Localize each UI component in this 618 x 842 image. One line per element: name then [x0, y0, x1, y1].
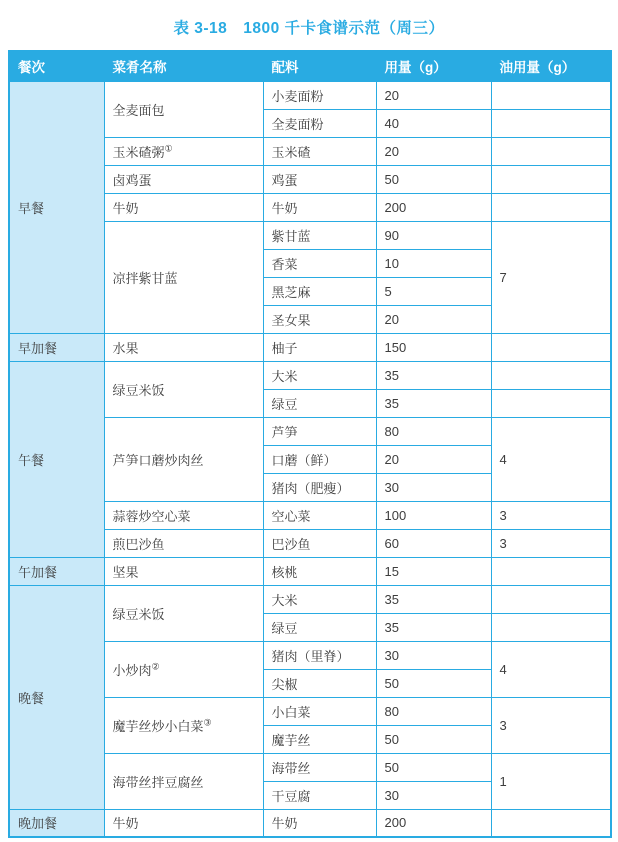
dish-cell: [104, 137, 263, 165]
table-row: [9, 809, 611, 837]
header-cell: 用量（g）: [376, 51, 491, 81]
dish-name: 水果: [112, 340, 139, 356]
table-row: [9, 557, 611, 585]
amount-cell: 10: [376, 249, 491, 277]
amount-cell: 200: [376, 809, 491, 837]
ingredient-cell: 口蘑（鲜）: [263, 445, 376, 473]
dish-footnote-marker: ①: [164, 143, 173, 154]
amount-cell: 20: [376, 445, 491, 473]
oil-amount-cell: [491, 81, 611, 109]
dish-name: 绿豆米饭: [112, 606, 165, 622]
dish-cell: [104, 641, 263, 697]
amount-cell: 20: [376, 81, 491, 109]
amount-cell: 90: [376, 221, 491, 249]
table-title: 表 3-18 1800 千卡食谱示范（周三）: [173, 20, 445, 37]
oil-amount-cell: [491, 137, 611, 165]
header-cell: 餐次: [9, 51, 104, 81]
dish-footnote-marker: ③: [203, 717, 212, 728]
oil-amount-cell: [491, 389, 611, 417]
amount-cell: 30: [376, 473, 491, 501]
amount-cell: 35: [376, 361, 491, 389]
ingredient-cell: 绿豆: [263, 613, 376, 641]
header-cell: 油用量（g）: [491, 51, 611, 81]
oil-amount-cell: [491, 361, 611, 389]
table-row: [9, 333, 611, 361]
table-row: [9, 585, 611, 613]
amount-cell: 35: [376, 585, 491, 613]
dish-cell: [104, 809, 263, 837]
dish-footnote-marker: ②: [151, 661, 160, 672]
header-cell: 菜肴名称: [104, 51, 263, 81]
amount-cell: 50: [376, 725, 491, 753]
amount-cell: 200: [376, 193, 491, 221]
dish-name: 卤鸡蛋: [112, 172, 152, 188]
dish-name: 海带丝拌豆腐丝: [112, 774, 204, 790]
meal-cell: 早餐: [9, 81, 104, 333]
ingredient-cell: 大米: [263, 361, 376, 389]
amount-cell: 15: [376, 557, 491, 585]
amount-cell: 20: [376, 137, 491, 165]
oil-amount-cell: 3: [491, 697, 611, 753]
dish-name: 玉米碴粥: [112, 144, 165, 160]
amount-cell: 50: [376, 753, 491, 781]
oil-amount-cell: [491, 333, 611, 361]
amount-cell: 30: [376, 781, 491, 809]
dish-cell: [104, 333, 263, 361]
ingredient-cell: 小麦面粉: [263, 81, 376, 109]
ingredient-cell: 紫甘蓝: [263, 221, 376, 249]
amount-cell: 50: [376, 669, 491, 697]
dish-cell: [104, 585, 263, 641]
ingredient-cell: 猪肉（肥瘦）: [263, 473, 376, 501]
meal-cell: 晚餐: [9, 585, 104, 809]
oil-amount-cell: 4: [491, 417, 611, 501]
meal-cell: 午加餐: [9, 557, 104, 585]
dish-name: 牛奶: [112, 816, 139, 832]
ingredient-cell: 海带丝: [263, 753, 376, 781]
dish-cell: [104, 557, 263, 585]
ingredient-cell: 小白菜: [263, 697, 376, 725]
dish-name: 芦笋口蘑炒肉丝: [112, 452, 204, 468]
meal-cell: 早加餐: [9, 333, 104, 361]
meal-cell: 午餐: [9, 361, 104, 557]
oil-amount-cell: [491, 613, 611, 641]
dish-name: 小炒肉: [112, 662, 152, 678]
amount-cell: 35: [376, 389, 491, 417]
oil-amount-cell: 4: [491, 641, 611, 697]
meal-cell: 晚加餐: [9, 809, 104, 837]
dish-name: 蒜蓉炒空心菜: [112, 508, 191, 524]
dish-cell: [104, 193, 263, 221]
oil-amount-cell: 7: [491, 221, 611, 333]
oil-amount-cell: [491, 809, 611, 837]
dish-cell: [104, 417, 263, 501]
dish-name: 魔芋丝炒小白菜: [112, 718, 204, 734]
ingredient-cell: 尖椒: [263, 669, 376, 697]
ingredient-cell: 芦笋: [263, 417, 376, 445]
dish-cell: [104, 361, 263, 417]
ingredient-cell: 黑芝麻: [263, 277, 376, 305]
dish-cell: [104, 697, 263, 753]
oil-amount-cell: [491, 193, 611, 221]
ingredient-cell: 鸡蛋: [263, 165, 376, 193]
dish-name: 牛奶: [112, 200, 139, 216]
ingredient-cell: 柚子: [263, 333, 376, 361]
meal-plan-table: [8, 50, 612, 838]
ingredient-cell: 牛奶: [263, 193, 376, 221]
oil-amount-cell: 3: [491, 501, 611, 529]
ingredient-cell: 巴沙鱼: [263, 529, 376, 557]
ingredient-cell: 圣女果: [263, 305, 376, 333]
amount-cell: 20: [376, 305, 491, 333]
amount-cell: 100: [376, 501, 491, 529]
amount-cell: 80: [376, 697, 491, 725]
amount-cell: 35: [376, 613, 491, 641]
dish-name: 煎巴沙鱼: [112, 536, 165, 552]
oil-amount-cell: [491, 165, 611, 193]
amount-cell: 30: [376, 641, 491, 669]
header-row: [9, 51, 611, 81]
ingredient-cell: 大米: [263, 585, 376, 613]
amount-cell: 40: [376, 109, 491, 137]
oil-amount-cell: 1: [491, 753, 611, 809]
amount-cell: 80: [376, 417, 491, 445]
ingredient-cell: 猪肉（里脊）: [263, 641, 376, 669]
dish-cell: [104, 165, 263, 193]
ingredient-cell: 全麦面粉: [263, 109, 376, 137]
dish-cell: [104, 753, 263, 809]
dish-cell: [104, 221, 263, 333]
ingredient-cell: 干豆腐: [263, 781, 376, 809]
oil-amount-cell: 3: [491, 529, 611, 557]
header-cell: 配料: [263, 51, 376, 81]
amount-cell: 60: [376, 529, 491, 557]
ingredient-cell: 空心菜: [263, 501, 376, 529]
dish-cell: [104, 529, 263, 557]
ingredient-cell: 魔芋丝: [263, 725, 376, 753]
ingredient-cell: 牛奶: [263, 809, 376, 837]
dish-name: 全麦面包: [112, 102, 165, 118]
ingredient-cell: 核桃: [263, 557, 376, 585]
ingredient-cell: 绿豆: [263, 389, 376, 417]
ingredient-cell: 玉米碴: [263, 137, 376, 165]
oil-amount-cell: [491, 585, 611, 613]
dish-cell: [104, 501, 263, 529]
amount-cell: 5: [376, 277, 491, 305]
dish-cell: [104, 81, 263, 137]
table-row: [9, 361, 611, 389]
dish-name: 绿豆米饭: [112, 382, 165, 398]
amount-cell: 50: [376, 165, 491, 193]
oil-amount-cell: [491, 557, 611, 585]
dish-name: 坚果: [112, 564, 139, 580]
ingredient-cell: 香菜: [263, 249, 376, 277]
oil-amount-cell: [491, 109, 611, 137]
table-row: [9, 81, 611, 109]
dish-name: 凉拌紫甘蓝: [112, 270, 178, 286]
amount-cell: 150: [376, 333, 491, 361]
